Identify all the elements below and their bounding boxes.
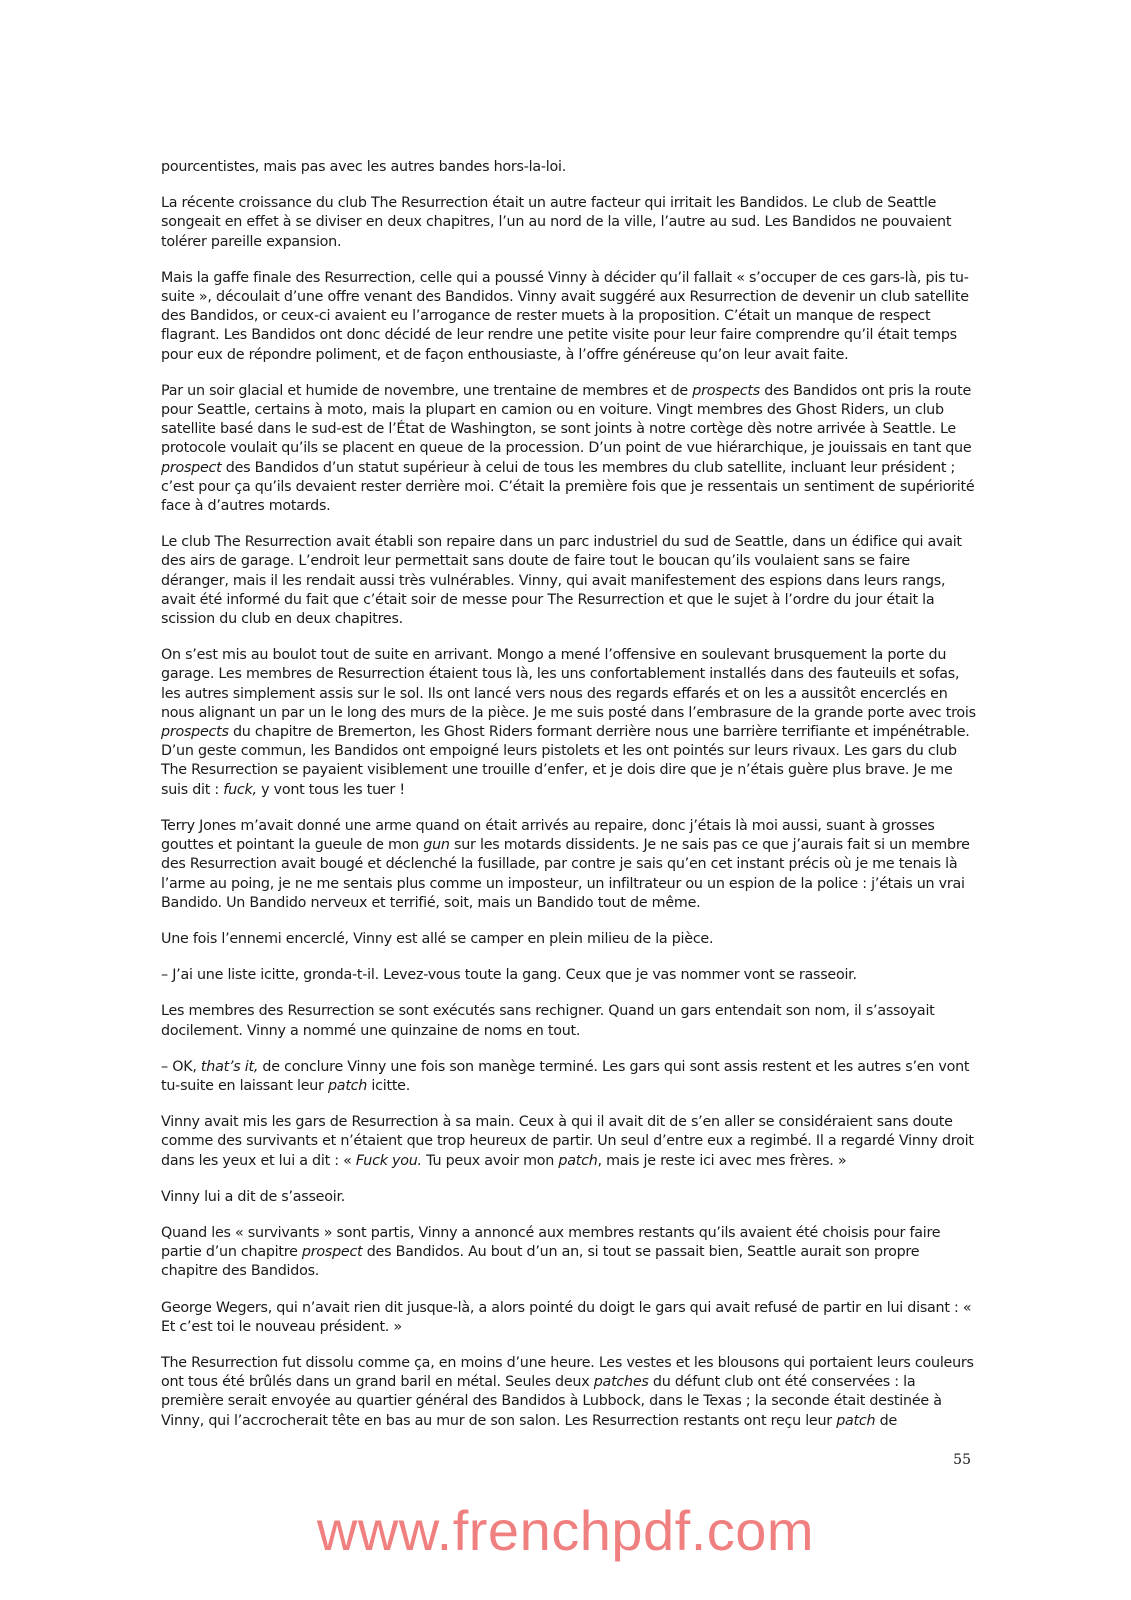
text-run: icitte. [367,1077,411,1094]
text-run: des Bandidos. Au bout d’un an, si tout se passait bien, Seattle aurait son propre chapitre des Bandidos. [161,1244,920,1280]
italic-run: patches [593,1374,649,1391]
paragraph [161,1002,976,1040]
text-run: On s’est mis au boulot tout de suite en arrivant. Mongo a mené l’offensive en soulevant brusquement la porte du garage. Les membres de Resurrection étaient tous là, les uns confortablement installés dans des fauteuils et sofas, les autres simplement assis sur le sol. Ils ont lancé vers nous des regards effarés et on les a aussitôt encerclés en nous alignant un par un le long des murs de la pièce. Je me suis posté dans l’embrasure de la grande porte avec trois [161,647,976,721]
text-run: pourcentistes, mais pas avec les autres bandes hors-la-loi. [161,159,567,175]
paragraph [161,1058,976,1096]
paragraph [161,1354,976,1431]
text-run: Quand les « survivants » sont partis, Vinny a annoncé aux membres restants qu’ils avaient été choisis pour faire partie d’un chapitre [161,1224,941,1261]
text-run: – OK, [161,1058,201,1075]
body-text [161,158,976,1448]
italic-run: that’s it, [200,1058,259,1075]
paragraph [161,817,976,913]
italic-run: gun [423,837,450,854]
text-run: George Wegers, qui n’avait rien dit jusque-là, a alors pointé du doigt le gars qui avait refusé de partir en lui disant : « Et c’est toi le nouveau président. » [161,1299,972,1335]
text-run: Une fois l’ennemi encerclé, Vinny est allé se camper en plein milieu de la pièce. [161,930,714,947]
italic-run: fuck, [223,781,257,798]
text-run: La récente croissance du club The Resurrection était un autre facteur qui irritait les Bandidos. Le club de Seattle songeait en effet à se diviser en deux chapitres, l’un au nord de la ville, l’autre au sud. Les Bandidos ne pouvaient tolérer pareille expansion. [161,195,952,250]
paragraph [161,966,976,985]
text-run: du chapitre de Bremerton, les Ghost Riders formant derrière nous une barrière terrifiante et impénétrable. D’un geste commun, les Bandidos ont empoigné leurs pistolets et les ont pointés sur leurs rivaux. Les gars du club The Resurrection se payaient visiblement une trouille d’enfer, et je dois dire que je n’étais guère plus brave. Je me suis dit : [161,724,970,798]
italic-run: prospect [161,459,222,476]
text-run: Par un soir glacial et humide de novembre, une trentaine de membres et de [161,382,693,399]
text-run: , mais je reste ici avec mes frères. » [597,1152,847,1169]
italic-run: patch [327,1077,368,1094]
text-run: Tu peux avoir mon [421,1152,559,1169]
text-run: Les membres des Resurrection se sont exécutés sans rechigner. Quand un gars entendait son nom, il s’assoyait docilement. Vinny a nommé une quinzaine de noms en tout. [161,1003,935,1039]
paragraph [161,382,976,516]
paragraph [161,646,976,800]
text-run: – J’ai une liste icitte, gronda-t-il. Levez-vous toute la gang. Ceux que je vas nommer vont se rasseoir. [161,967,857,984]
text-run: The Resurrection fut dissolu comme ça, en moins d’une heure. Les vestes et les blousons qui portaient leurs couleurs ont tous été brûlés dans un grand baril en métal. Seules deux [161,1354,974,1391]
text-run: de [875,1412,898,1429]
watermark-link[interactable]: www.frenchpdf.com [316,1499,815,1562]
paragraph [161,194,976,252]
paragraph [161,1224,976,1282]
text-run: y vont tous les tuer ! [256,781,405,798]
text-run: du défunt club ont été conservées : la première serait envoyée au quartier général des Bandidos à Lubbock, dans le Texas ; la seconde était destinée à Vinny, qui l’accrocherait tête en bas au mur de son salon. Les Resurrection restants ont reçu leur [161,1374,942,1429]
text-run: des Bandidos d’un statut supérieur à celui de tous les membres du club satellite, incluant leur président ; c’est pour ça qu’ils devaient rester derrière moi. C’était la première fois que je ressentais un sentiment de supériorité face à d’autres motards. [161,459,975,515]
text-run: Vinny avait mis les gars de Resurrection à sa main. Ceux à qui il avait dit de s’en aller se considéraient sans doute comme des survivants et n’étaient que trop heureux de partir. Un seul d’entre eux a regimbé. Il a regardé Vinny droit dans les yeux et lui a dit : « [161,1114,974,1169]
paragraph [161,1299,976,1337]
paragraph [161,930,976,949]
paragraph [161,533,976,629]
italic-run: prospects [692,382,760,399]
italic-run: patch [558,1152,598,1169]
page-number: 55 [953,1452,971,1468]
text-run: sur les motards dissidents. Je ne sais pas ce que j’aurais fait si un membre des Resurrection avait bougé et déclenché la fusillade, par contre je sais qu’en cet instant précis où je me tenais là l’arme au poing, je ne me sentais plus comme un imposteur, un infiltrateur ou un espion de la police : j’étais un vrai Bandido. Un Bandido nerveux et terrifié, soit, mais un Bandido tout de même. [161,837,970,911]
paragraph [161,269,976,365]
italic-run: patch [836,1412,876,1429]
italic-run: prospects [161,724,229,741]
text-run: Mais la gaffe finale des Resurrection, celle qui a poussé Vinny à décider qu’il fallait « s’occuper de ces gars-là, pis tu-suite », découlait d’une offre venant des Bandidos. Vinny avait suggéré aux Resurrection de devenir un club satellite des Bandidos, or ceux-ci avaient eu l’arrogance de rester muets à la proposition. C’était un manque de respect flagrant. Les Bandidos ont donc décidé de leur rendre une petite visite pour leur faire comprendre qu’il était temps pour eux de répondre poliment, et de façon enthousiaste, à l’offre généreuse qu’on leur avait faite. [161,269,969,363]
paragraph [161,1113,976,1171]
italic-run: Fuck you. [355,1152,422,1169]
paragraph [161,158,976,177]
text-run: Terry Jones m’avait donné une arme quand on était arrivés au repaire, donc j’étais là moi aussi, suant à grosses gouttes et pointant la gueule de mon [161,817,935,854]
paragraph [161,1188,976,1207]
text-run: de conclure Vinny une fois son manège terminé. Les gars qui sont assis restent et les autres s’en vont tu-suite en laissant leur [161,1058,970,1094]
italic-run: prospect [301,1244,363,1261]
text-run: des Bandidos ont pris la route pour Seattle, certains à moto, mais la plupart en camion ou en voiture. Vingt membres des Ghost Riders, un club satellite basé dans le sud-est de l’État de Washington, se sont joints à notre cortège dès notre arrivée à Seattle. Le protocole voulait qu’ils se placent en queue de la procession. D’un point de vue hiérarchique, je jouissais en tant que [161,382,972,457]
text-run: Le club The Resurrection avait établi son repaire dans un parc industriel du sud de Seattle, dans un édifice qui avait des airs de garage. L’endroit leur permettait sans doute de faire tout le boucan qu’ils voulaient sans se faire déranger, mais il les rendait aussi très vulnérables. Vinny, qui avait manifestement des espions dans leurs rangs, avait été informé du fait que c’était soir de messe pour The Resurrection et que le sujet à l’ordre du jour était la scission du club en deux chapitres. [161,534,962,628]
text-run: Vinny lui a dit de s’asseoir. [161,1188,346,1205]
